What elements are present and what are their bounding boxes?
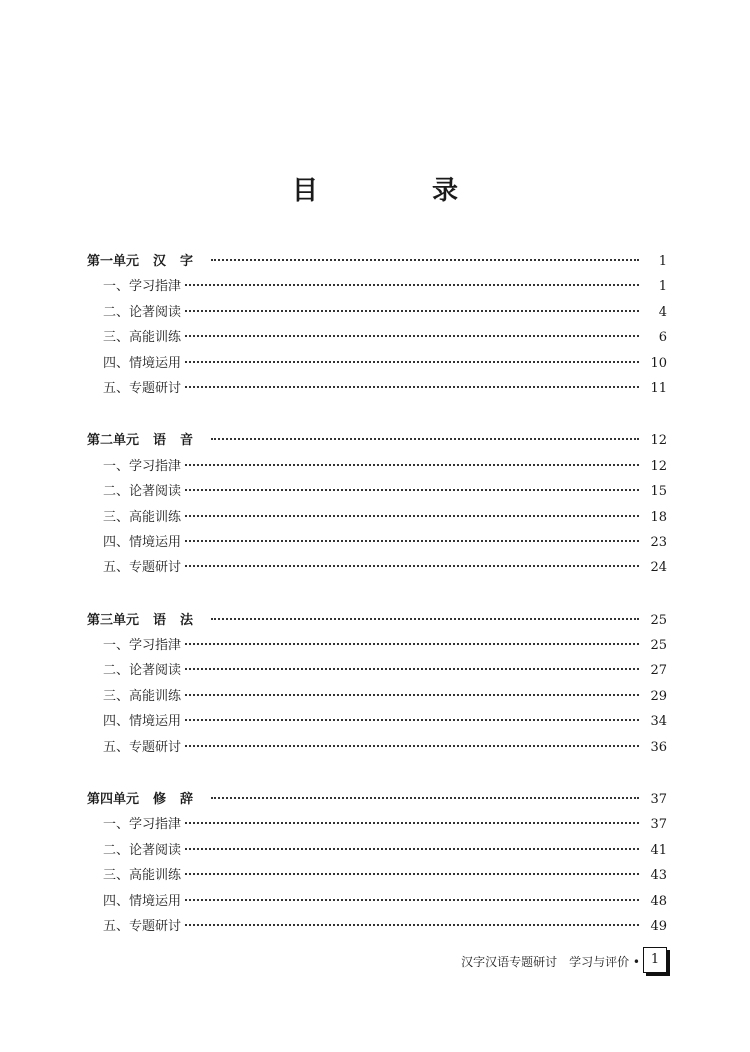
page-number: 15 [650, 484, 667, 500]
page-number: 18 [650, 509, 667, 525]
page-number: 1 [658, 279, 667, 295]
section-label: 四、情境运用 [103, 893, 182, 909]
page-number: 37 [650, 792, 667, 808]
unit-name: 修辞 [153, 792, 208, 808]
dot-leader [185, 643, 639, 645]
dot-leader [185, 489, 639, 491]
toc-section-entry[interactable] [87, 326, 667, 351]
page-number: 25 [650, 612, 667, 628]
toc-section-entry[interactable] [87, 890, 667, 915]
dot-leader [211, 259, 639, 261]
toc-section-entry[interactable] [87, 506, 667, 531]
dot-leader [211, 438, 639, 440]
dot-leader [211, 618, 639, 620]
toc-section-entry[interactable] [87, 915, 667, 940]
dot-leader [185, 822, 639, 824]
section-label: 三、高能训练 [103, 330, 182, 346]
page-number: 48 [650, 893, 667, 909]
unit-label: 第二单元 [87, 433, 140, 449]
toc-section-entry[interactable] [87, 480, 667, 505]
dot-leader [211, 797, 639, 799]
page-number: 4 [658, 304, 667, 320]
page-number: 43 [650, 868, 667, 884]
section-label: 二、论著阅读 [103, 484, 182, 500]
page-number: 41 [650, 842, 667, 858]
section-label: 二、论著阅读 [103, 663, 182, 679]
dot-leader [185, 515, 639, 517]
section-label: 五、专题研讨 [103, 739, 182, 755]
page-number: 11 [650, 380, 667, 396]
dot-leader [185, 873, 639, 875]
toc-section-entry[interactable] [87, 659, 667, 684]
dot-leader [185, 745, 639, 747]
section-label: 五、专题研讨 [103, 560, 182, 576]
unit-name: 语法 [153, 612, 208, 628]
page-title: 目 录 [291, 176, 502, 206]
section-label: 四、情境运用 [103, 534, 182, 550]
dot-leader [185, 335, 639, 337]
page-number: 12 [650, 458, 667, 474]
toc-unit-heading[interactable] [87, 609, 667, 634]
unit-name: 汉字 [153, 254, 208, 269]
toc-section-entry[interactable] [87, 352, 667, 377]
toc-section-entry[interactable] [87, 864, 667, 889]
section-label: 四、情境运用 [103, 714, 182, 730]
toc-unit-3 [87, 609, 667, 761]
dot-leader [185, 464, 639, 466]
section-label: 四、情境运用 [103, 355, 182, 371]
dot-leader [185, 310, 639, 312]
page-number: 23 [650, 534, 667, 550]
section-label: 二、论著阅读 [103, 842, 182, 858]
dot-leader [185, 361, 639, 363]
dot-leader [185, 540, 639, 542]
unit-label: 第四单元 [87, 792, 140, 808]
dot-leader [185, 899, 639, 901]
page-number: 24 [650, 560, 667, 576]
dot-leader [185, 284, 639, 286]
unit-name: 语音 [153, 433, 208, 449]
dot-leader [185, 386, 639, 388]
toc-section-entry[interactable] [87, 685, 667, 710]
toc-unit-heading[interactable] [87, 788, 667, 813]
toc-unit-2 [87, 429, 667, 581]
toc-unit-4 [87, 788, 667, 940]
toc-section-entry[interactable] [87, 275, 667, 300]
page-number: 36 [650, 739, 667, 755]
footer-page-number: 1 [643, 947, 667, 973]
section-label: 一、学习指津 [103, 817, 182, 833]
unit-label: 第一单元 [87, 254, 140, 269]
section-label: 三、高能训练 [103, 868, 182, 884]
toc-section-entry[interactable] [87, 556, 667, 581]
toc-section-entry[interactable] [87, 839, 667, 864]
toc-section-entry[interactable] [87, 736, 667, 761]
toc-unit-heading[interactable] [87, 250, 667, 275]
page-number: 34 [650, 714, 667, 730]
section-label: 五、专题研讨 [103, 918, 182, 934]
toc-section-entry[interactable] [87, 377, 667, 402]
page-number: 25 [650, 638, 667, 654]
toc-section-entry[interactable] [87, 301, 667, 326]
toc-section-entry[interactable] [87, 531, 667, 556]
dot-leader [185, 924, 639, 926]
dot-leader [185, 565, 639, 567]
section-label: 一、学习指津 [103, 458, 182, 474]
section-label: 一、学习指津 [103, 638, 182, 654]
toc-section-entry[interactable] [87, 634, 667, 659]
section-label: 五、专题研讨 [103, 380, 182, 396]
page-number: 29 [650, 688, 667, 704]
unit-label: 第三单元 [87, 612, 140, 628]
page-number: 27 [650, 663, 667, 679]
dot-leader [185, 848, 639, 850]
toc-unit-1 [87, 250, 667, 402]
toc-section-entry[interactable] [87, 710, 667, 735]
toc-unit-heading[interactable] [87, 429, 667, 454]
page-number: 12 [650, 433, 667, 449]
footer-running-title: 汉字汉语专题研讨 学习与评价 • [461, 955, 640, 969]
dot-leader [185, 694, 639, 696]
section-label: 一、学习指津 [103, 279, 182, 295]
toc-section-entry[interactable] [87, 455, 667, 480]
page-number: 1 [658, 254, 667, 269]
table-of-contents [87, 250, 667, 967]
toc-section-entry[interactable] [87, 813, 667, 838]
page-number: 49 [650, 918, 667, 934]
page-number: 6 [658, 330, 667, 346]
section-label: 三、高能训练 [103, 688, 182, 704]
dot-leader [185, 668, 639, 670]
page-number: 37 [650, 817, 667, 833]
section-label: 三、高能训练 [103, 509, 182, 525]
section-label: 二、论著阅读 [103, 304, 182, 320]
page-number: 10 [650, 355, 667, 371]
dot-leader [185, 719, 639, 721]
